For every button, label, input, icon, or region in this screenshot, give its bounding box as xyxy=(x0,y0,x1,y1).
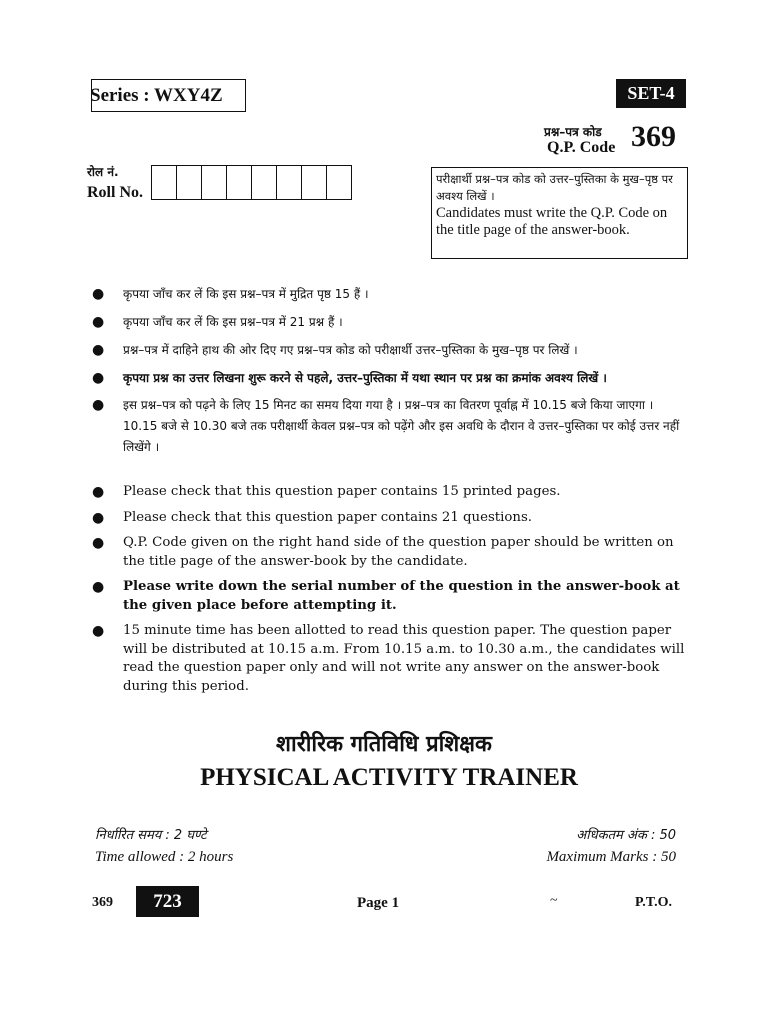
notice-english: Candidates must write the Q.P. Code on the title page of the answer-book. xyxy=(436,205,668,238)
bullet-icon: ● xyxy=(92,314,105,330)
time-allowed: Time allowed : 2 hours xyxy=(95,849,234,865)
list-item: ● इस प्रश्न–पत्र को पढ़ने के लिए 15 मिनट का समय दिया गया है । प्रश्न–पत्र का वितरण पूर्वाह्न में 10.15 बजे किया जाएगा । 10.15 बजे से 10.30 बजे तक परीक्षार्थी केवल प्रश्न–पत्र को पढ़ेंगे और इस अवधि के दौरान वे उत्तर–पुस्तिका पर कोई उत्तर नहीं लिखेंगे । xyxy=(92,397,680,454)
subject-title: PHYSICAL ACTIVITY TRAINER xyxy=(200,764,578,791)
page-number: Page 1 xyxy=(357,895,400,911)
bullet-icon: ● xyxy=(92,579,105,595)
roll-digit-box[interactable] xyxy=(226,165,252,200)
list-item: ● Please check that this question paper contains 15 printed pages. xyxy=(92,484,561,500)
set-badge: SET-4 xyxy=(616,79,686,108)
list-item: ● Please write down the serial number of the question in the answer-book at the given place before attempting it. xyxy=(92,579,680,613)
list-item: ● Q.P. Code given on the right hand side of the question paper should be written on the title page of the answer-book by the candidate. xyxy=(92,535,674,569)
qp-code-label-hindi: प्रश्न–पत्र कोड xyxy=(544,125,602,139)
bullet-icon: ● xyxy=(92,397,105,413)
bullet-icon: ● xyxy=(92,509,105,526)
roll-digit-box[interactable] xyxy=(251,165,277,200)
roll-digit-box[interactable] xyxy=(326,165,352,200)
qp-code-label: Q.P. Code xyxy=(547,139,616,156)
roll-digit-box[interactable] xyxy=(201,165,227,200)
roll-digit-box[interactable] xyxy=(151,165,177,200)
bullet-icon: ● xyxy=(92,535,105,551)
list-item: ● कृपया जाँच कर लें कि इस प्रश्न–पत्र में 21 प्रश्न हैं । xyxy=(92,311,686,333)
pto-label: P.T.O. xyxy=(635,895,672,910)
roll-digit-box[interactable] xyxy=(301,165,327,200)
subject-title-hindi: शारीरिक गतिविधि प्रशिक्षक xyxy=(276,732,492,757)
time-allowed-hindi: निर्धारित समय : 2 घण्टे xyxy=(95,828,207,843)
roll-digit-box[interactable] xyxy=(176,165,202,200)
bullet-icon: ● xyxy=(92,370,105,386)
bullet-icon: ● xyxy=(92,484,105,500)
roll-label-hindi: रोल नं. xyxy=(87,165,119,179)
notice-hindi: परीक्षार्थी प्रश्न–पत्र कोड को उत्तर–पुस्तिका के मुख–पृष्ठ पर अवश्य लिखें । xyxy=(436,172,673,203)
list-item: ● कृपया जाँच कर लें कि इस प्रश्न–पत्र में मुद्रित पृष्ठ 15 हैं । xyxy=(92,283,686,305)
list-item: ● Please check that this question paper contains 21 questions. xyxy=(92,509,532,526)
instructions-english xyxy=(92,483,686,703)
maximum-marks: Maximum Marks : 50 xyxy=(546,849,676,865)
footer-qp-code: 369 xyxy=(92,895,113,910)
qp-code-notice xyxy=(431,167,688,259)
list-item: ● 15 minute time has been allotted to read this question paper. The question paper will be distributed at 10.15 a.m. From 10.15 a.m. to 10.30 a.m., the candidates will read the question paper only and will not write any answer on the answer-book during this period. xyxy=(92,623,685,694)
roll-number-boxes xyxy=(151,165,351,200)
list-item: ● कृपया प्रश्न का उत्तर लिखना शुरू करने से पहले, उत्तर–पुस्तिका में यथा स्थान पर प्रश्न का क्रमांक अवश्य लिखें । xyxy=(92,367,686,389)
bullet-icon: ● xyxy=(92,342,105,358)
qp-code-number: 369 xyxy=(631,120,676,153)
roll-label: Roll No. xyxy=(87,184,143,201)
bullet-icon: ● xyxy=(92,286,105,302)
instructions-hindi xyxy=(92,283,686,464)
roll-digit-box[interactable] xyxy=(276,165,302,200)
footer-badge: 723 xyxy=(136,886,199,917)
series-label: Series : WXY4Z xyxy=(91,79,246,112)
footer-tilde: ~ xyxy=(550,893,558,908)
bullet-icon: ● xyxy=(92,623,105,639)
list-item: ● प्रश्न–पत्र में दाहिने हाथ की ओर दिए गए प्रश्न–पत्र कोड को परीक्षार्थी उत्तर–पुस्तिका के मुख–पृष्ठ पर लिखें । xyxy=(92,339,686,361)
maximum-marks-hindi: अधिकतम अंक : 50 xyxy=(576,828,676,843)
